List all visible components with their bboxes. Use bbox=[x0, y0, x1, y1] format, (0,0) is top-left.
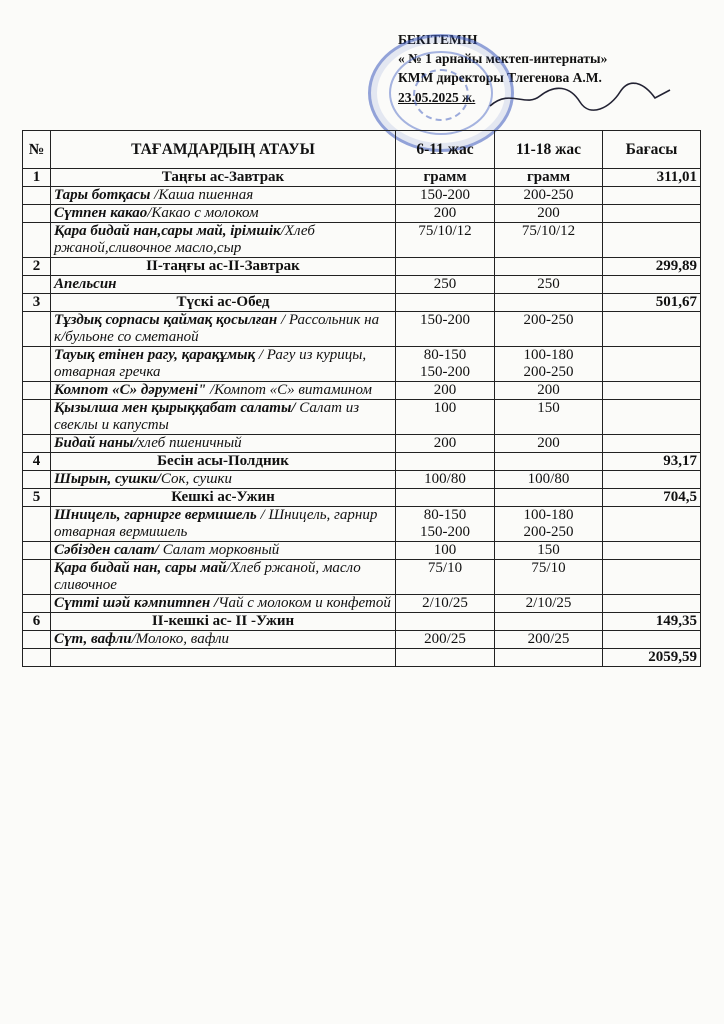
dish-name bbox=[51, 507, 396, 542]
meal-title: Таңғы ас-Завтрак bbox=[51, 169, 396, 187]
meal-unit-6-11 bbox=[396, 453, 495, 471]
approval-director: КММ директоры Тлегенова А.М. bbox=[398, 70, 602, 85]
dish-name-kz: Шырын, сушки/ bbox=[54, 471, 161, 487]
meal-unit-11-18: грамм bbox=[495, 169, 603, 187]
dish-price-blank bbox=[603, 382, 701, 400]
dish-row bbox=[23, 471, 701, 489]
stamp-emblem bbox=[413, 69, 469, 121]
dish-name-kz: Тары ботқасы bbox=[54, 187, 151, 203]
dish-number-blank bbox=[23, 435, 51, 453]
dish-name bbox=[51, 595, 396, 613]
meal-price: 501,67 bbox=[603, 294, 701, 312]
meal-unit-11-18 bbox=[495, 613, 603, 631]
gram-value: 75/10/12 bbox=[418, 223, 472, 239]
meal-unit-6-11: грамм bbox=[396, 169, 495, 187]
dish-price-blank bbox=[603, 347, 701, 382]
dish-grams-11-18 bbox=[495, 435, 603, 453]
gram-value: 75/10/12 bbox=[521, 223, 576, 239]
gram-value: 150-200 bbox=[420, 187, 470, 203]
header-age-6-11: 6-11 жас bbox=[396, 131, 495, 169]
gram-value: 100-180 bbox=[523, 347, 574, 363]
dish-grams-11-18 bbox=[495, 400, 603, 435]
meal-title: ІІ-таңғы ас-ІІ-Завтрак bbox=[51, 258, 396, 276]
dish-name bbox=[51, 276, 396, 294]
meal-title: ІІ-кешкі ас- ІІ -Ужин bbox=[51, 613, 396, 631]
dish-row bbox=[23, 187, 701, 205]
total-row bbox=[23, 649, 701, 667]
dish-name bbox=[51, 223, 396, 258]
gram-value: 200-250 bbox=[523, 524, 574, 540]
dish-name-kz: Қара бидай нан, сары май bbox=[54, 560, 227, 576]
gram-value: 200 bbox=[433, 382, 457, 398]
dish-price-blank bbox=[603, 595, 701, 613]
dish-name-kz: Компот «С» дәрумені" bbox=[54, 382, 207, 398]
dish-number-blank bbox=[23, 347, 51, 382]
dish-name-ru: Салат из свеклы и капусты bbox=[54, 400, 360, 433]
meal-unit-11-18 bbox=[495, 294, 603, 312]
dish-grams-11-18 bbox=[495, 507, 603, 542]
dish-grams-11-18 bbox=[495, 276, 603, 294]
dish-grams-11-18 bbox=[495, 223, 603, 258]
dish-price-blank bbox=[603, 471, 701, 489]
meal-title: Бесін асы-Полдник bbox=[51, 453, 396, 471]
gram-value: 200-250 bbox=[523, 364, 574, 380]
menu-table bbox=[22, 130, 701, 667]
meal-price: 149,35 bbox=[603, 613, 701, 631]
meal-row bbox=[23, 489, 701, 507]
dish-name-ru: Чай с молоком и конфетой bbox=[218, 595, 391, 611]
dish-price-blank bbox=[603, 507, 701, 542]
meal-unit-11-18 bbox=[495, 258, 603, 276]
dish-name-kz: Шницель, гарнирге вермишель bbox=[54, 507, 257, 523]
dish-name-kz: Қара бидай нан,сары май, ірімшік bbox=[54, 223, 281, 239]
dish-name bbox=[51, 400, 396, 435]
dish-grams-6-11 bbox=[396, 347, 495, 382]
gram-value: 200/25 bbox=[424, 631, 466, 647]
meal-number: 6 bbox=[23, 613, 51, 631]
dish-grams-11-18 bbox=[495, 471, 603, 489]
dish-grams-11-18 bbox=[495, 542, 603, 560]
dish-name-ru: /Молоко, вафли bbox=[131, 631, 230, 647]
meal-row bbox=[23, 294, 701, 312]
dish-name-ru: Сок, сушки bbox=[160, 471, 233, 487]
gram-value: 100/80 bbox=[424, 471, 466, 487]
dish-row bbox=[23, 347, 701, 382]
dish-grams-6-11 bbox=[396, 542, 495, 560]
dish-name-ru: /Каша пшенная bbox=[150, 187, 254, 203]
dish-name-kz: Сәбізден салат/ bbox=[54, 542, 159, 558]
gram-value: 200 bbox=[537, 435, 560, 451]
meal-number: 2 bbox=[23, 258, 51, 276]
dish-price-blank bbox=[603, 631, 701, 649]
meal-price: 299,89 bbox=[603, 258, 701, 276]
gram-value: 75/10 bbox=[531, 560, 566, 576]
dish-row bbox=[23, 223, 701, 258]
meal-price: 704,5 bbox=[603, 489, 701, 507]
gram-value: 150-200 bbox=[420, 312, 470, 328]
dish-name-kz: Тауық етінен рагу, қарақұмық bbox=[54, 347, 256, 363]
meal-row bbox=[23, 169, 701, 187]
header-row bbox=[23, 131, 701, 169]
dish-row bbox=[23, 560, 701, 595]
gram-value: 200 bbox=[433, 435, 457, 451]
header-age-11-18: 11-18 жас bbox=[495, 131, 603, 169]
meal-unit-6-11 bbox=[396, 489, 495, 507]
meal-number: 1 bbox=[23, 169, 51, 187]
dish-price-blank bbox=[603, 312, 701, 347]
dish-price-blank bbox=[603, 276, 701, 294]
dish-number-blank bbox=[23, 187, 51, 205]
meal-title: Түскі ас-Обед bbox=[51, 294, 396, 312]
dish-number-blank bbox=[23, 400, 51, 435]
dish-number-blank bbox=[23, 595, 51, 613]
dish-name-ru: / Рагу из курицы, отварная гречка bbox=[54, 347, 367, 380]
gram-value: 200-250 bbox=[523, 312, 574, 328]
total-blank-2 bbox=[51, 649, 396, 667]
dish-row bbox=[23, 400, 701, 435]
dish-price-blank bbox=[603, 542, 701, 560]
dish-grams-6-11 bbox=[396, 223, 495, 258]
gram-value: 2/10/25 bbox=[525, 595, 572, 611]
gram-value: 200 bbox=[537, 205, 560, 221]
meal-number: 4 bbox=[23, 453, 51, 471]
dish-number-blank bbox=[23, 382, 51, 400]
dish-name bbox=[51, 471, 396, 489]
meal-unit-11-18 bbox=[495, 453, 603, 471]
total-blank-3 bbox=[396, 649, 495, 667]
dish-number-blank bbox=[23, 471, 51, 489]
dish-row bbox=[23, 312, 701, 347]
total-blank-1 bbox=[23, 649, 51, 667]
dish-number-blank bbox=[23, 507, 51, 542]
dish-grams-6-11 bbox=[396, 382, 495, 400]
dish-grams-6-11 bbox=[396, 400, 495, 435]
menu-body bbox=[23, 169, 701, 667]
dish-grams-11-18 bbox=[495, 595, 603, 613]
gram-value: 150-200 bbox=[420, 524, 470, 540]
meal-number: 3 bbox=[23, 294, 51, 312]
dish-number-blank bbox=[23, 542, 51, 560]
approval-title: БЕКІТЕМІН bbox=[398, 32, 478, 47]
gram-value: 75/10 bbox=[427, 560, 463, 576]
dish-name bbox=[51, 435, 396, 453]
dish-grams-11-18 bbox=[495, 312, 603, 347]
dish-grams-6-11 bbox=[396, 631, 495, 649]
dish-row bbox=[23, 276, 701, 294]
dish-name-kz: Бидай наны/ bbox=[54, 435, 138, 451]
dish-grams-6-11 bbox=[396, 187, 495, 205]
dish-name-kz: Сүтпен какао bbox=[54, 205, 148, 221]
dish-name-ru: хлеб пшеничный bbox=[137, 435, 242, 451]
gram-value: 200 bbox=[537, 382, 560, 398]
gram-value: 200-250 bbox=[523, 187, 574, 203]
gram-value: 100 bbox=[433, 400, 457, 416]
dish-name-ru: / Шницель, гарнир отварная вермишель bbox=[54, 507, 378, 540]
gram-value: 200/25 bbox=[527, 631, 570, 647]
dish-row bbox=[23, 435, 701, 453]
meal-unit-6-11 bbox=[396, 258, 495, 276]
dish-number-blank bbox=[23, 205, 51, 223]
gram-value: 150 bbox=[537, 400, 560, 416]
dish-price-blank bbox=[603, 205, 701, 223]
total-blank-4 bbox=[495, 649, 603, 667]
dish-grams-11-18 bbox=[495, 205, 603, 223]
dish-row bbox=[23, 595, 701, 613]
meal-unit-6-11 bbox=[396, 613, 495, 631]
dish-name-kz: Тұздық сорпасы қаймақ қосылған bbox=[54, 312, 278, 328]
director-signature bbox=[480, 78, 680, 118]
dish-grams-11-18 bbox=[495, 382, 603, 400]
dish-row bbox=[23, 631, 701, 649]
gram-value: 150 bbox=[537, 542, 560, 558]
dish-row bbox=[23, 542, 701, 560]
approval-school: « № 1 арнайы мектеп-интернаты» bbox=[398, 51, 608, 66]
gram-value: 80-150 bbox=[423, 507, 467, 523]
gram-value: 100 bbox=[433, 542, 457, 558]
dish-grams-6-11 bbox=[396, 205, 495, 223]
dish-grams-11-18 bbox=[495, 187, 603, 205]
dish-row bbox=[23, 382, 701, 400]
header-price: Бағасы bbox=[603, 131, 701, 169]
gram-value: 2/10/25 bbox=[422, 595, 468, 611]
dish-name-kz: Апельсин bbox=[54, 276, 117, 292]
dish-price-blank bbox=[603, 400, 701, 435]
dish-number-blank bbox=[23, 631, 51, 649]
dish-name bbox=[51, 542, 396, 560]
meal-row bbox=[23, 453, 701, 471]
meal-unit-6-11 bbox=[396, 294, 495, 312]
dish-number-blank bbox=[23, 223, 51, 258]
gram-value: 150-200 bbox=[420, 364, 470, 380]
meal-title: Кешкі ас-Ужин bbox=[51, 489, 396, 507]
header-number: № bbox=[23, 131, 51, 169]
dish-grams-6-11 bbox=[396, 507, 495, 542]
gram-value: 80-150 bbox=[423, 347, 467, 363]
gram-value: 100/80 bbox=[527, 471, 570, 487]
dish-grams-6-11 bbox=[396, 595, 495, 613]
dish-grams-6-11 bbox=[396, 276, 495, 294]
grand-total: 2059,59 bbox=[603, 649, 701, 667]
gram-value: 200 bbox=[433, 205, 457, 221]
dish-grams-11-18 bbox=[495, 631, 603, 649]
dish-name-kz: Қызылша мен қырыққабат салаты/ bbox=[54, 400, 296, 416]
dish-name bbox=[51, 347, 396, 382]
dish-name-kz: Сүт, вафли bbox=[54, 631, 132, 647]
dish-name-ru: Салат морковный bbox=[158, 542, 280, 558]
gram-value: 250 bbox=[433, 276, 457, 292]
dish-name bbox=[51, 187, 396, 205]
approval-date: 23.05.2025 ж. bbox=[398, 90, 476, 105]
dish-name bbox=[51, 312, 396, 347]
dish-name bbox=[51, 382, 396, 400]
dish-grams-6-11 bbox=[396, 560, 495, 595]
meal-number: 5 bbox=[23, 489, 51, 507]
dish-number-blank bbox=[23, 276, 51, 294]
dish-row bbox=[23, 507, 701, 542]
dish-price-blank bbox=[603, 560, 701, 595]
meal-row bbox=[23, 258, 701, 276]
dish-name-kz: Сүтті шәй кәмпитпен / bbox=[54, 595, 219, 611]
dish-name-ru: / Рассольник на к/бульоне со сметаной bbox=[54, 312, 380, 345]
meal-row bbox=[23, 613, 701, 631]
dish-name-ru: /Какао с молоком bbox=[147, 205, 259, 221]
dish-price-blank bbox=[603, 223, 701, 258]
meal-unit-11-18 bbox=[495, 489, 603, 507]
dish-number-blank bbox=[23, 312, 51, 347]
dish-number-blank bbox=[23, 560, 51, 595]
dish-grams-6-11 bbox=[396, 435, 495, 453]
dish-price-blank bbox=[603, 435, 701, 453]
dish-grams-6-11 bbox=[396, 471, 495, 489]
dish-name-ru: /Хлеб ржаной,сливочное масло,сыр bbox=[54, 223, 315, 256]
dish-name bbox=[51, 631, 396, 649]
dish-grams-6-11 bbox=[396, 312, 495, 347]
meal-price: 311,01 bbox=[603, 169, 701, 187]
dish-grams-11-18 bbox=[495, 347, 603, 382]
dish-name bbox=[51, 205, 396, 223]
dish-price-blank bbox=[603, 187, 701, 205]
dish-row bbox=[23, 205, 701, 223]
dish-name-ru: /Компот «С» витамином bbox=[206, 382, 372, 398]
header-dish-name: ТАҒАМДАРДЫҢ АТАУЫ bbox=[51, 131, 396, 169]
dish-grams-11-18 bbox=[495, 560, 603, 595]
meal-price: 93,17 bbox=[603, 453, 701, 471]
dish-name bbox=[51, 560, 396, 595]
gram-value: 100-180 bbox=[523, 507, 574, 523]
gram-value: 250 bbox=[537, 276, 560, 292]
dish-name-ru: /Хлеб ржаной, масло сливочное bbox=[54, 560, 361, 593]
